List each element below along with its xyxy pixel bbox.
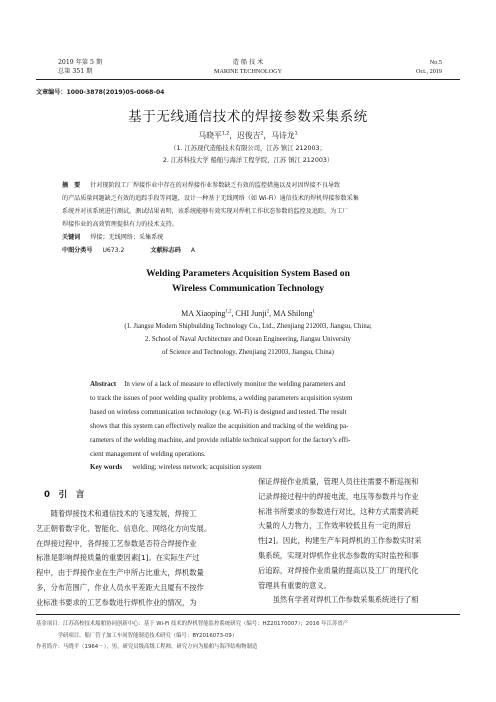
affiliation-cn-1: （1. 江苏现代造船技术有限公司，江苏 镇江 212003； xyxy=(170,145,326,152)
body-line: 后追踪，对焊接作业质量的提高以及工厂的现代化 xyxy=(258,565,419,575)
title-en-line2: Wireless Communication Technology xyxy=(171,283,325,294)
footnote-funding: 基金项目：江苏高校技术船舶协同创新中心：基于 Wi-Fi 技术的焊机智能监控系统研究（编号：HZ20170007）；2016 年江苏省产 xyxy=(36,621,349,627)
author-en-1: MA Xiaoping xyxy=(181,309,226,318)
abstract-en-line: to track the issues of poor welding quality problems, a welding parameters acquisition system xyxy=(90,393,353,402)
keywords-en-value: welding; wireless network; acquisition system xyxy=(132,463,262,472)
header-journal-cn: 造 船 技 术 xyxy=(232,59,264,66)
body-left-column xyxy=(36,507,236,611)
abstract-cn-line: 系统并对该系统进行测试。测试结果表明，该系统能够有效实现对焊机工作状态参数的监控及追踪，为工厂 xyxy=(62,208,349,215)
body-line: 在焊接过程中，各焊接工艺参数是否符合焊接作业 xyxy=(36,538,197,548)
body-line: 随着焊接技术和通信技术的飞速发展，焊接工 xyxy=(36,509,197,518)
author-cn-2: ，迟俊吉 xyxy=(229,131,261,140)
section-heading: 0 引 言 xyxy=(44,490,85,500)
body-line: 艺正朝着数字化、智能化、信息化、网络化方向发展。 xyxy=(36,523,212,533)
author-cn-1-affil: 1,2 xyxy=(221,131,230,137)
keywords-cn-value: 焊接；无线网络；采集系统 xyxy=(90,234,164,241)
keywords-cn-label: 关键词 xyxy=(62,234,81,241)
body-line: 多，分布范围广，作业人员水平差距大且厦有不按作 xyxy=(36,582,204,592)
header-rule xyxy=(36,79,460,80)
abstract-cn-line: 焊接作业的高效管理提供有力的技术支持。 xyxy=(62,221,178,228)
author-en-2: , CHI Junji xyxy=(231,309,267,318)
footnote-funding-cont: 学研项目，船厂管子加工车间智能制造技术研究（编号：BY2016073-09） xyxy=(36,632,238,639)
abstract-cn-label: 摘 要 xyxy=(62,182,81,189)
abstract-en-line: shows that this system can effectively realize the acquisition and tracking of the welding pa- xyxy=(90,421,349,430)
author-cn-2-affil: 2 xyxy=(260,131,264,137)
footnote-author-bio: 作者简介：马晓平（1964－），男，研究员级高级工程师，研究方向为船舶与海洋结构物制造 xyxy=(36,644,258,650)
affiliation-en-2: 2. School of Naval Architecture and Ocean Engineering, Jiangsu University xyxy=(145,336,351,343)
title-cn: 基于无线通信技术的焊接参数采集系统 xyxy=(128,109,368,125)
abstract-en-line: In view of a lack of measure to effectively monitor the welding parameters and xyxy=(124,380,346,388)
body-line: 记录焊接过程中的焊接电流、电压等参数并与作业 xyxy=(258,491,419,501)
title-en-line1: Welding Parameters Acquisition System Based on xyxy=(146,268,350,279)
body-line: 管理具有重要的意义。 xyxy=(258,580,331,590)
abstract-cn xyxy=(62,179,434,257)
affiliation-cn-2: 2. 江苏科技大学 船舶与海洋工程学院，江苏 镇江 212003） xyxy=(162,157,334,164)
authors-en xyxy=(0,309,496,318)
class-number-value: U673.2 xyxy=(102,247,125,254)
body-line: 业标准书要求的工艺参数进行焊机作业的情况，为 xyxy=(36,597,197,607)
abstract-cn-line: 针对现阶段工厂焊接作业中存在的对焊接作业参数缺乏有效的监控措施以及对因焊接不良导致 xyxy=(90,182,341,189)
author-en-2-affil: 2 xyxy=(266,309,270,315)
abstract-en-line: rameters of the welding machine, and provide reliable technical support for the factory's effi- xyxy=(90,435,351,444)
body-line: 标准书所要求的参数进行对比，这种方式需要消耗 xyxy=(258,506,419,516)
class-number-label: 中图分类号 xyxy=(62,247,93,254)
author-en-3-affil: 1 xyxy=(312,309,315,315)
body-line: 标准是影响焊接质量的重要因素[1]。在实际生产过 xyxy=(36,553,200,563)
body-line: 程中，由于焊接作业在生产中所占比重大，焊机数量 xyxy=(36,568,204,578)
header-total-issue: 总第 351 期 xyxy=(58,68,93,75)
body-line: 集系统，实现对焊机作业状态参数的实时监控和事 xyxy=(258,550,419,560)
header-number: No.5 xyxy=(429,59,442,66)
abstract-en xyxy=(90,378,430,475)
abstract-en-line: based on wireless communication technology (e.g. Wi-Fi) is designed and tested. The result xyxy=(90,407,347,416)
author-cn-3-affil: 1 xyxy=(294,131,298,137)
body-line: 虽然有学者对焊机工作参数采集系统进行了相 xyxy=(258,595,419,605)
keywords-en-label: Key words xyxy=(90,463,123,472)
abstract-en-line: cient management of welding operations. xyxy=(90,449,206,458)
affiliation-en-1: (1. Jiangsu Modern Shipbuilding Technology Co., Ltd., Zhenjiang 212003, Jiangsu, China; xyxy=(124,323,372,330)
author-cn-3: ，马诗龙 xyxy=(263,131,295,140)
author-en-3: , MA Shilong xyxy=(269,309,313,318)
doc-code-label: 文献标志码 xyxy=(150,247,181,254)
doc-code-value: A xyxy=(190,247,196,254)
body-line: 性[2]。因此，构建生产车间焊机的工作参数实时采 xyxy=(258,536,422,546)
footnotes xyxy=(36,619,460,654)
abstract-en-label: Abstract xyxy=(90,380,117,388)
header-journal-en: MARINE TECHNOLOGY xyxy=(213,68,283,75)
footnote-rule xyxy=(36,614,460,615)
article-number: 文章编号：1000-3878(2019)05-0068-04 xyxy=(36,89,165,96)
body-line: 保证焊接作业质量，管理人员往往需要不断巡视和 xyxy=(258,477,419,486)
body-line: 大量的人力物力，工作效率较低且有一定的滞后 xyxy=(258,521,412,531)
abstract-cn-line: 的产品质量问题缺乏有效的追踪手段等问题，设计一种基于无线网络（如 Wi-Fi）通信技术的焊机焊接参数采集 xyxy=(62,195,359,202)
author-en-1-affil: 1,2 xyxy=(225,309,232,315)
authors-cn xyxy=(0,130,496,141)
body-right-column xyxy=(258,475,458,608)
header-date: Oct., 2019 xyxy=(416,68,442,75)
header-issue: 2019 年第 5 期 xyxy=(58,59,103,66)
affiliation-en-3: of Science and Technology, Zhenjiang 212003, Jiangsu, China) xyxy=(162,349,334,356)
author-cn-1: 马晓平 xyxy=(198,131,222,140)
